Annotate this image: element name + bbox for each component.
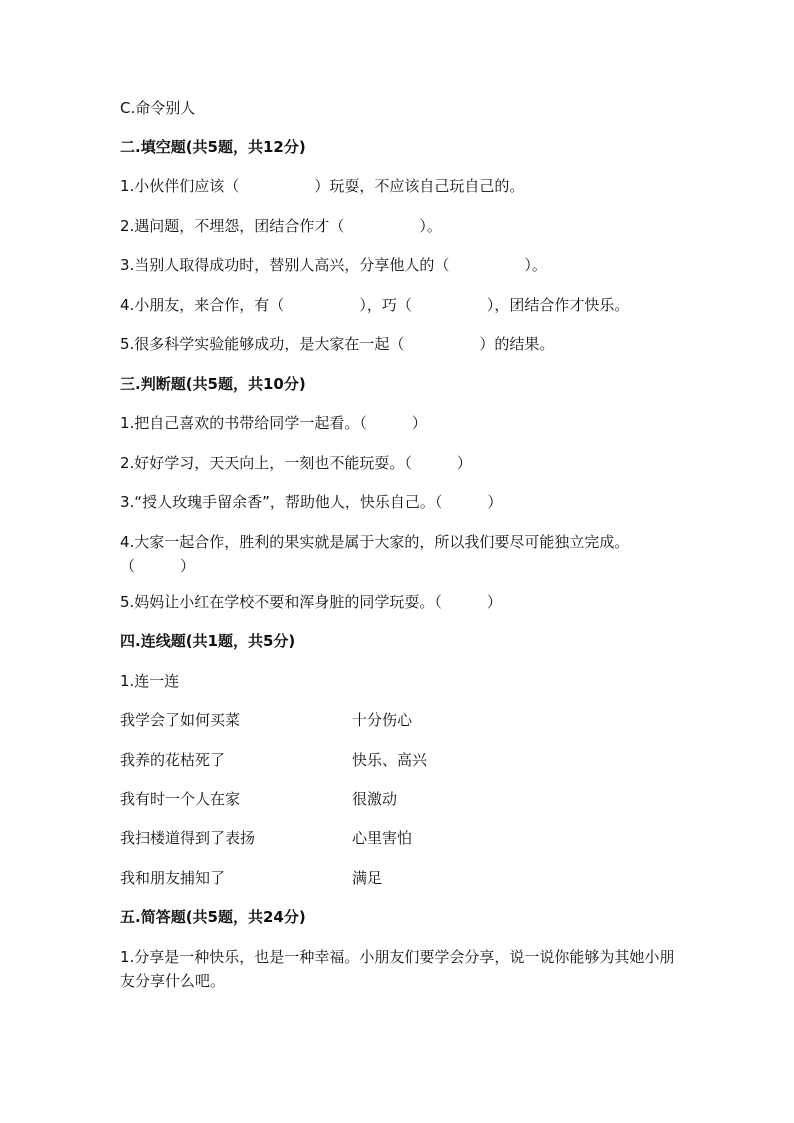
match-left-5: 我和朋友捕知了 <box>120 869 226 887</box>
match-question-1: 1.连一连 <box>120 672 180 690</box>
match-right-5: 满足 <box>352 869 383 887</box>
fill-question-2: 2.遇问题，不埋怨，团结合作才（ ）。 <box>120 217 442 235</box>
match-left-4: 我扫楼道得到了表扬 <box>120 829 256 847</box>
match-right-3: 很激动 <box>352 790 398 808</box>
match-right-4: 心里害怕 <box>352 829 413 847</box>
section-2-heading: 二.填空题(共5题，共12分) <box>120 138 306 156</box>
judge-question-5: 5.妈妈让小红在学校不要和浑身脏的同学玩耍。（ ） <box>120 593 502 611</box>
fill-question-4: 4.小朋友，来合作，有（ ），巧（ ），团结合作才快乐。 <box>120 296 630 314</box>
option-c: C.命令别人 <box>120 99 196 117</box>
fill-question-3: 3.当别人取得成功时，替别人高兴，分享他人的（ ）。 <box>120 256 547 274</box>
match-left-3: 我有时一个人在家 <box>120 790 241 808</box>
match-left-2: 我养的花枯死了 <box>120 751 226 769</box>
section-4-heading: 四.连线题(共1题，共5分) <box>120 632 296 650</box>
section-5-heading: 五.简答题(共5题，共24分) <box>120 908 306 926</box>
match-right-2: 快乐、高兴 <box>352 751 428 769</box>
match-right-1: 十分伤心 <box>352 711 413 729</box>
match-left-1: 我学会了如何买菜 <box>120 711 241 729</box>
section-3-heading: 三.判断题(共5题，共10分) <box>120 375 306 393</box>
judge-question-2: 2.好好学习，天天向上，一刻也不能玩耍。（ ） <box>120 454 472 472</box>
short-answer-question-1: 1.分享是一种快乐，也是一种幸福。小朋友们要学会分享，说一说你能够为其她小朋友分享什么吧。 <box>120 948 675 990</box>
judge-question-3: 3.“授人玫瑰手留余香”，帮助他人，快乐自己。（ ） <box>120 493 503 511</box>
judge-question-1: 1.把自己喜欢的书带给同学一起看。（ ） <box>120 414 427 432</box>
judge-question-4: 4.大家一起合作，胜利的果实就是属于大家的，所以我们要尽可能独立完成。（ ） <box>120 533 630 575</box>
fill-question-1: 1.小伙伴们应该（ ）玩耍，不应该自己玩自己的。 <box>120 177 525 195</box>
fill-question-5: 5.很多科学实验能够成功，是大家在一起（ ）的结果。 <box>120 335 555 353</box>
